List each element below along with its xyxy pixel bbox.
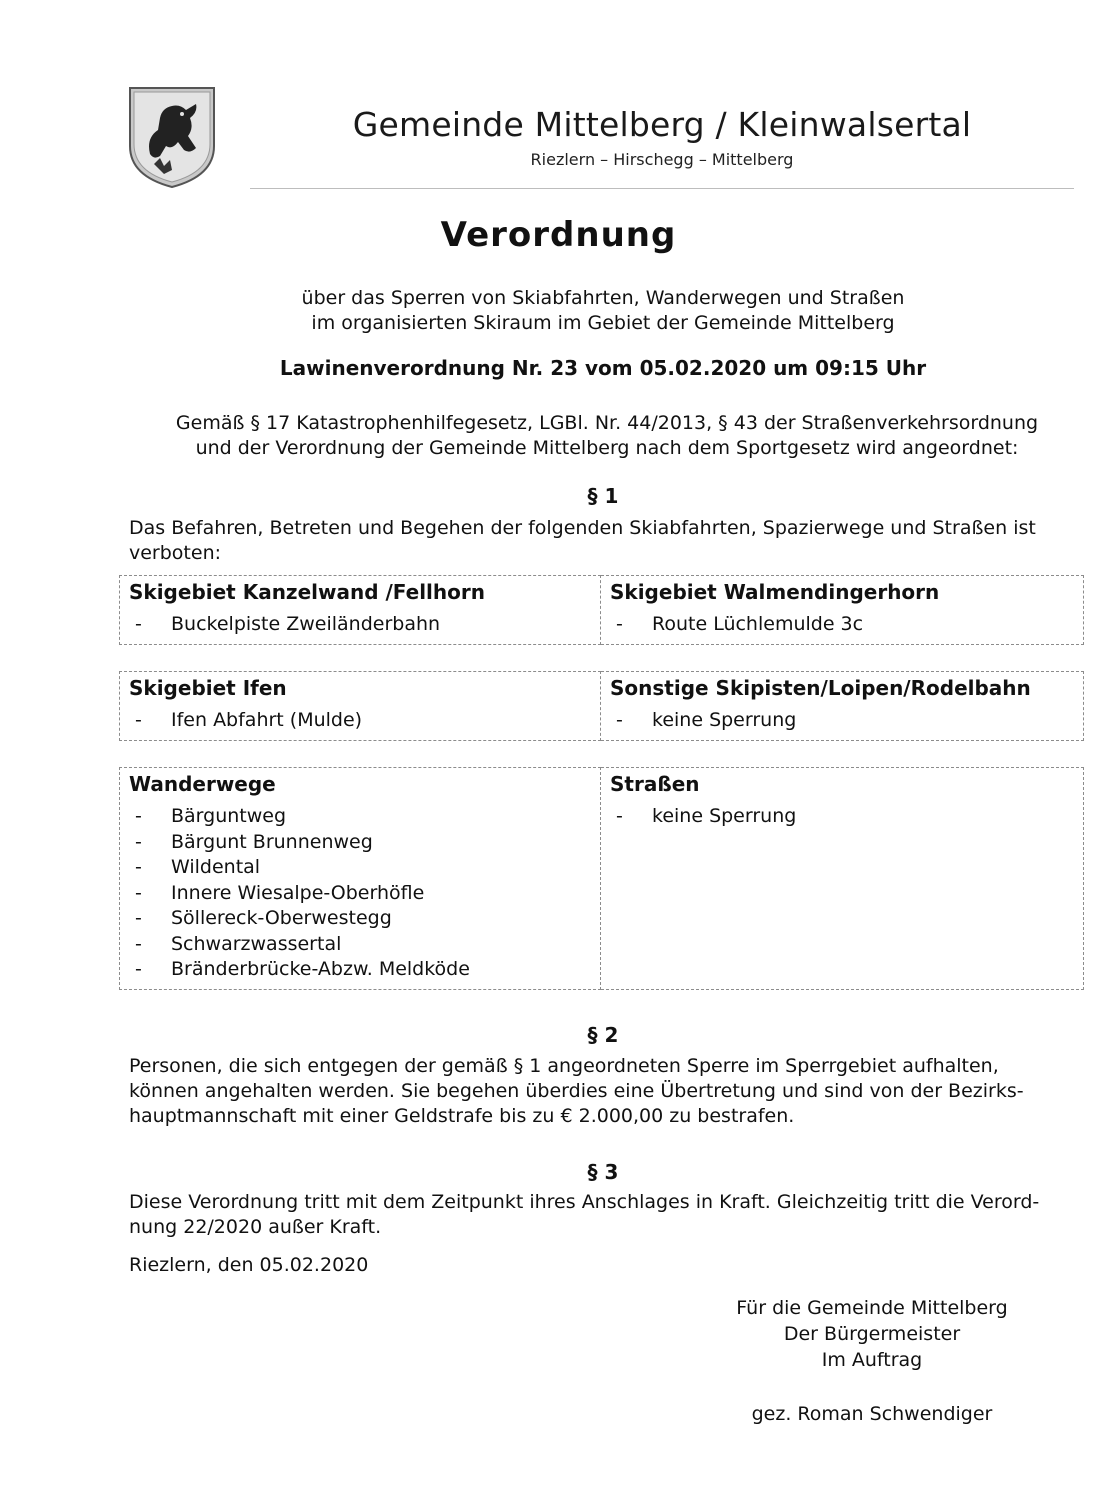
closure-item: - Bärgunt Brunnenweg <box>129 830 591 856</box>
zone-title: Wanderwege <box>129 772 276 796</box>
zone-title: Skigebiet Walmendingerhorn <box>610 580 940 604</box>
section-3-heading: § 3 <box>587 1160 619 1184</box>
closure-item: - Wildental <box>129 855 591 881</box>
zone-ifen <box>120 672 601 741</box>
zone-walmendingerhorn <box>601 576 1084 645</box>
intro-line-2: im organisierten Skiraum im Gebiet der Gemeinde Mittelberg <box>311 312 895 334</box>
header-divider <box>250 188 1074 189</box>
signature-block <box>700 1295 1044 1373</box>
zone-title: Skigebiet Kanzelwand /Fellhorn <box>129 580 485 604</box>
section-3-text <box>129 1190 1069 1240</box>
zone-title: Straßen <box>610 772 700 796</box>
legal-basis-line-2: und der Verordnung der Gemeinde Mittelberg nach dem Sportgesetz wird angeordnet: <box>195 437 1019 459</box>
signature-line-2: Der Bürgermeister <box>783 1323 961 1345</box>
closure-table-ski-2 <box>119 671 1084 741</box>
ordinance-number: Lawinenverordnung Nr. 23 vom 05.02.2020 um 09:15 Uhr <box>279 356 927 380</box>
place-and-date: Riezlern, den 05.02.2020 <box>129 1254 369 1276</box>
closure-item: - Söllereck-Oberwestegg <box>129 906 591 932</box>
section-1-heading: § 1 <box>587 484 619 508</box>
section-2-line-3: hauptmannschaft mit einer Geldstrafe bis zu € 2.000,00 zu bestrafen. <box>129 1105 795 1127</box>
zone-strassen <box>601 768 1084 990</box>
municipal-crest <box>126 84 218 190</box>
zone-kanzelwand <box>120 576 601 645</box>
closure-item: - Schwarzwassertal <box>129 932 591 958</box>
closure-item: - Route Lüchlemulde 3c <box>610 612 1074 638</box>
legal-basis-line-1: Gemäß § 17 Katastrophenhilfegesetz, LGBl. Nr. 44/2013, § 43 der Straßenverkehrsordnung <box>175 412 1039 434</box>
closure-item: - Bärguntweg <box>129 804 591 830</box>
signer-name: gez. Roman Schwendiger <box>751 1403 993 1425</box>
section-1-text: Das Befahren, Betreten und Begehen der folgenden Skiabfahrten, Spazierwege und Straßen ist verboten: <box>129 517 1036 564</box>
zone-title: Skigebiet Ifen <box>129 676 287 700</box>
closure-item: - Buckelpiste Zweiländerbahn <box>129 612 591 638</box>
closure-item: - Innere Wiesalpe-Oberhöfle <box>129 881 591 907</box>
closure-table-paths <box>119 767 1084 990</box>
zone-wanderwege <box>120 768 601 990</box>
section-3-line-1: Diese Verordnung tritt mit dem Zeitpunkt ihres Anschlages in Kraft. Gleichzeitig tritt die Verord- <box>129 1191 1040 1213</box>
zone-title: Sonstige Skipisten/Loipen/Rodelbahn <box>610 676 1031 700</box>
document-title: Verordnung <box>440 215 677 255</box>
closure-table-ski-1 <box>119 575 1084 645</box>
document-intro <box>0 286 1117 336</box>
zone-sonstige <box>601 672 1084 741</box>
municipality-villages: Riezlern – Hirschegg – Mittelberg <box>530 150 794 169</box>
signature-line-1: Für die Gemeinde Mittelberg <box>736 1297 1008 1319</box>
section-2-text <box>129 1054 1069 1129</box>
legal-basis <box>0 411 1117 461</box>
closure-item: - keine Sperrung <box>610 708 1074 734</box>
municipality-name: Gemeinde Mittelberg / Kleinwalsertal <box>352 105 972 144</box>
section-2-heading: § 2 <box>587 1023 619 1047</box>
closure-item: - keine Sperrung <box>610 804 1074 830</box>
section-3-line-2: nung 22/2020 außer Kraft. <box>129 1216 382 1238</box>
section-2-line-2: können angehalten werden. Sie begehen überdies eine Übertretung und sind von der Bezirks- <box>129 1080 1024 1102</box>
section-2-line-1: Personen, die sich entgegen der gemäß § 1 angeordneten Sperre im Sperrgebiet aufhalten, <box>129 1055 999 1077</box>
signature-line-3: Im Auftrag <box>821 1349 923 1371</box>
closure-item: - Bränderbrücke-Abzw. Meldköde <box>129 957 591 983</box>
intro-line-1: über das Sperren von Skiabfahrten, Wanderwegen und Straßen <box>301 287 905 309</box>
closure-item: - Ifen Abfahrt (Mulde) <box>129 708 591 734</box>
